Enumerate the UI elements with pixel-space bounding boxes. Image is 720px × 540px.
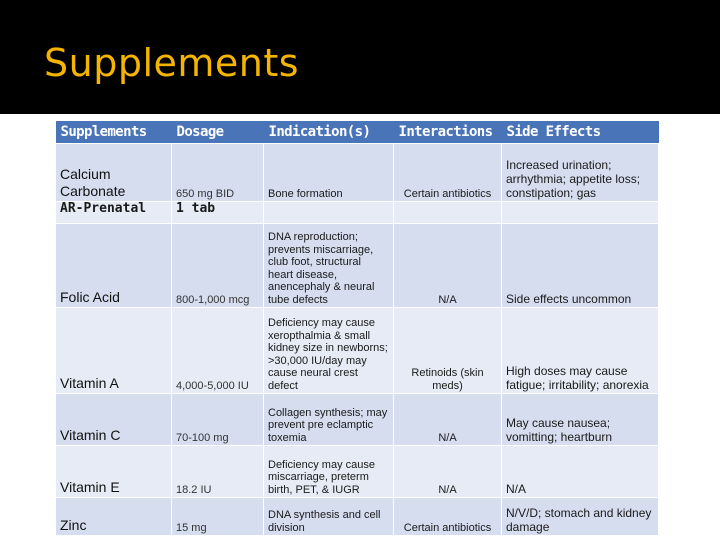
- row-prenatal-side-effects: [502, 202, 659, 224]
- table-row: [56, 394, 659, 446]
- row-vitamin-e-indication: Deficiency may cause miscarriage, preterm birth, PET, & IUGR: [264, 446, 394, 498]
- table-row: [56, 202, 659, 224]
- row-vitamin-a-interaction: Retinoids (skin meds): [394, 308, 502, 394]
- row-vitamin-e-name: Vitamin E: [56, 446, 172, 498]
- row-vitamin-a-dose: 4,000-5,000 IU: [172, 308, 264, 394]
- row-calcium-indication: Bone formation: [264, 144, 394, 202]
- row-vitamin-a-side-effects: High doses may cause fatigue; irritability; anorexia: [502, 308, 659, 394]
- row-folic-name: Folic Acid: [56, 224, 172, 308]
- slide-title: Supplements: [44, 41, 300, 85]
- row-calcium-dose: 650 mg BID: [172, 144, 264, 202]
- header-dosage: Dosage: [172, 121, 264, 144]
- row-calcium-side-effects: Increased urination; arrhythmia; appetite loss; constipation; gas: [502, 144, 659, 202]
- table-row: [56, 498, 659, 536]
- table-row: [56, 144, 659, 202]
- row-zinc-name: Zinc: [56, 498, 172, 536]
- row-vitamin-e-dose: 18.2 IU: [172, 446, 264, 498]
- row-vitamin-c-indication: Collagen synthesis; may prevent pre eclamptic toxemia: [264, 394, 394, 446]
- row-vitamin-e-interaction: N/A: [394, 446, 502, 498]
- header-supplements: Supplements: [56, 121, 172, 144]
- table-header-row: [56, 121, 659, 144]
- row-folic-indication: DNA reproduction; prevents miscarriage, club foot, structural heart disease, anencephaly & neural tube defects: [264, 224, 394, 308]
- row-zinc-dose: 15 mg: [172, 498, 264, 536]
- row-folic-side-effects: Side effects uncommon: [502, 224, 659, 308]
- header-indications: Indication(s): [264, 121, 394, 144]
- row-vitamin-c-interaction: N/A: [394, 394, 502, 446]
- row-vitamin-a-indication: Deficiency may cause xeropthalmia & small kidney size in newborns; >30,000 IU/day may cause neural crest defect: [264, 308, 394, 394]
- row-folic-dose: 800-1,000 mcg: [172, 224, 264, 308]
- row-prenatal-name: AR-Prenatal: [56, 202, 172, 224]
- table-row: [56, 224, 659, 308]
- row-calcium-interaction: Certain antibiotics: [394, 144, 502, 202]
- row-zinc-interaction: Certain antibiotics: [394, 498, 502, 536]
- header-interactions: Interactions: [394, 121, 502, 144]
- row-vitamin-a-name: Vitamin A: [56, 308, 172, 394]
- row-vitamin-c-side-effects: May cause nausea; vomitting; heartburn: [502, 394, 659, 446]
- row-vitamin-e-side-effects: N/A: [502, 446, 659, 498]
- supplements-table: [55, 121, 659, 536]
- row-prenatal-indication: [264, 202, 394, 224]
- table-row: [56, 308, 659, 394]
- row-zinc-indication: DNA synthesis and cell division: [264, 498, 394, 536]
- row-zinc-side-effects: N/V/D; stomach and kidney damage: [502, 498, 659, 536]
- row-vitamin-c-dose: 70-100 mg: [172, 394, 264, 446]
- row-prenatal-dose: 1 tab: [172, 202, 264, 224]
- header-side-effects: Side Effects: [502, 121, 659, 144]
- row-folic-interaction: N/A: [394, 224, 502, 308]
- row-calcium-name: Calcium Carbonate: [56, 144, 172, 202]
- row-vitamin-c-name: Vitamin C: [56, 394, 172, 446]
- table-row: [56, 446, 659, 498]
- row-prenatal-interaction: [394, 202, 502, 224]
